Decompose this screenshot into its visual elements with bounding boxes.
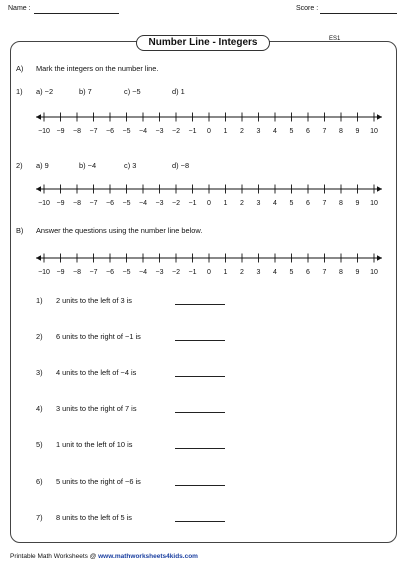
number-line-1-tick-label: 7 [322,128,327,135]
number-line-2-tick-label: −1 [188,200,197,207]
number-line-3-tick-label: 3 [256,269,261,276]
number-line-3-tick-label: −4 [139,269,147,276]
problem-2-item-c: c) 3 [124,161,137,170]
problem-2-item-a: a) 9 [36,161,49,170]
question-4-answer-blank[interactable] [175,412,225,413]
problem-1-item-a: a) −2 [36,87,54,96]
number-line-1-tick-label: −10 [38,128,50,135]
worksheet-title: Number Line - Integers [136,35,270,51]
question-7-number: 7) [36,513,43,522]
footer [10,553,198,560]
footer-url[interactable]: www.mathworksheets4kids.com [98,553,198,560]
number-line-1-tick-label: 5 [289,128,294,135]
footer-prefix: Printable Math Worksheets @ [10,553,99,560]
section-a-letter: A) [16,64,24,73]
number-line-2-tick-label: 2 [240,200,244,207]
number-line-2-tick-label: −8 [73,200,81,207]
score-field[interactable] [320,13,397,14]
number-line-1-tick-label: −2 [172,128,180,135]
number-line-2-tick-label: 7 [322,200,327,207]
number-line-1[interactable] [34,110,384,134]
number-line-3-tick-label: 0 [207,269,211,276]
problem-2-number: 2) [16,161,23,170]
section-b-instruction: Answer the questions using the number line below. [36,226,203,235]
number-line-1-tick-label: −5 [122,128,131,135]
problem-1-item-c: c) −5 [124,87,141,96]
question-6-answer-blank[interactable] [175,485,225,486]
number-line-3-tick-label: −9 [56,269,65,276]
question-2-text: 6 units to the right of −1 is [56,332,141,341]
question-6-number: 6) [36,477,43,486]
number-line-3-tick-label: 10 [370,269,378,276]
section-b-letter: B) [16,226,24,235]
number-line-1-tick-label: 0 [207,128,211,135]
question-1-number: 1) [36,296,43,305]
number-line-1-tick-label: 3 [256,128,261,135]
number-line-1-tick-label: −6 [106,128,114,135]
number-line-2-tick-label: 4 [273,200,277,207]
question-6-text: 5 units to the right of −6 is [56,477,141,486]
number-line-2-tick-label: 3 [256,200,261,207]
problem-1-item-b: b) 7 [79,87,92,96]
number-line-3-tick-label: 4 [273,269,277,276]
question-7-text: 8 units to the left of 5 is [56,513,133,522]
number-line-3-tick-label: −7 [89,269,98,276]
number-line-3-tick-label: −10 [38,269,50,276]
number-line-1-tick-label: 6 [306,128,310,135]
number-line-2-tick-label: −9 [56,200,65,207]
number-line-2-tick-label: −6 [106,200,114,207]
number-line-1-tick-label: −9 [56,128,65,135]
number-line-3-tick-label: −6 [106,269,114,276]
section-a-instruction: Mark the integers on the number line. [36,64,159,73]
number-line-2-right-arrow-icon [377,186,382,192]
number-line-2-tick-label: −4 [139,200,147,207]
question-1-answer-blank[interactable] [175,304,225,305]
name-field[interactable] [34,13,119,14]
number-line-2-tick-label: 1 [223,200,228,207]
number-line-1-tick-label: 9 [355,128,360,135]
number-line-2-tick-label: 10 [370,200,378,207]
problem-2-item-b: b) −4 [79,161,97,170]
question-3-number: 3) [36,368,43,377]
question-3-answer-blank[interactable] [175,376,225,377]
number-line-3-right-arrow-icon [377,255,382,261]
question-4-number: 4) [36,404,43,413]
number-line-3 [34,251,384,275]
problem-1-item-d: d) 1 [172,87,185,96]
number-line-2-left-arrow-icon [36,186,41,192]
number-line-1-tick-label: −3 [155,128,164,135]
number-line-2-tick-label: 6 [306,200,310,207]
number-line-2-tick-label: 8 [339,200,343,207]
number-line-3-left-arrow-icon [36,255,41,261]
number-line-3-tick-label: −2 [172,269,180,276]
number-line-2-tick-label: 0 [207,200,211,207]
question-1-text: 2 units to the left of 3 is [56,296,133,305]
number-line-1-right-arrow-icon [377,114,382,120]
number-line-1-left-arrow-icon [36,114,41,120]
number-line-1-tick-label: 8 [339,128,343,135]
number-line-2-tick-label: −3 [155,200,164,207]
number-line-1-tick-label: −1 [188,128,197,135]
question-5-answer-blank[interactable] [175,448,225,449]
number-line-3-tick-label: −3 [155,269,164,276]
number-line-3-tick-label: 2 [240,269,244,276]
number-line-3-tick-label: 1 [223,269,228,276]
number-line-3-tick-label: −8 [73,269,81,276]
question-7-answer-blank[interactable] [175,521,225,522]
number-line-2-tick-label: −7 [89,200,98,207]
number-line-2-tick-label: 5 [289,200,294,207]
number-line-3-tick-label: −1 [188,269,197,276]
number-line-3-tick-label: 7 [322,269,327,276]
number-line-3-tick-label: 5 [289,269,294,276]
number-line-1-tick-label: 1 [223,128,228,135]
number-line-1-tick-label: −7 [89,128,98,135]
number-line-2-tick-label: 9 [355,200,360,207]
question-5-text: 1 unit to the left of 10 is [56,440,133,449]
question-5-number: 5) [36,440,43,449]
number-line-1-tick-label: −8 [73,128,81,135]
number-line-2-tick-label: −2 [172,200,180,207]
number-line-2[interactable] [34,182,384,206]
question-3-text: 4 units to the left of −4 is [56,368,137,377]
number-line-3-tick-label: 6 [306,269,310,276]
number-line-1-tick-label: −4 [139,128,147,135]
number-line-1-tick-label: 10 [370,128,378,135]
number-line-2-tick-label: −5 [122,200,131,207]
worksheet-code: ES1 [329,36,341,42]
number-line-3-tick-label: −5 [122,269,131,276]
number-line-3-tick-label: 9 [355,269,360,276]
problem-2-item-d: d) −8 [172,161,190,170]
question-2-number: 2) [36,332,43,341]
name-label: Name : [8,5,31,12]
question-4-text: 3 units to the right of 7 is [56,404,137,413]
number-line-1-tick-label: 4 [273,128,277,135]
number-line-3-tick-label: 8 [339,269,343,276]
number-line-1-tick-label: 2 [240,128,244,135]
number-line-2-tick-label: −10 [38,200,50,207]
score-label: Score : [296,5,319,12]
problem-1-number: 1) [16,87,23,96]
question-2-answer-blank[interactable] [175,340,225,341]
